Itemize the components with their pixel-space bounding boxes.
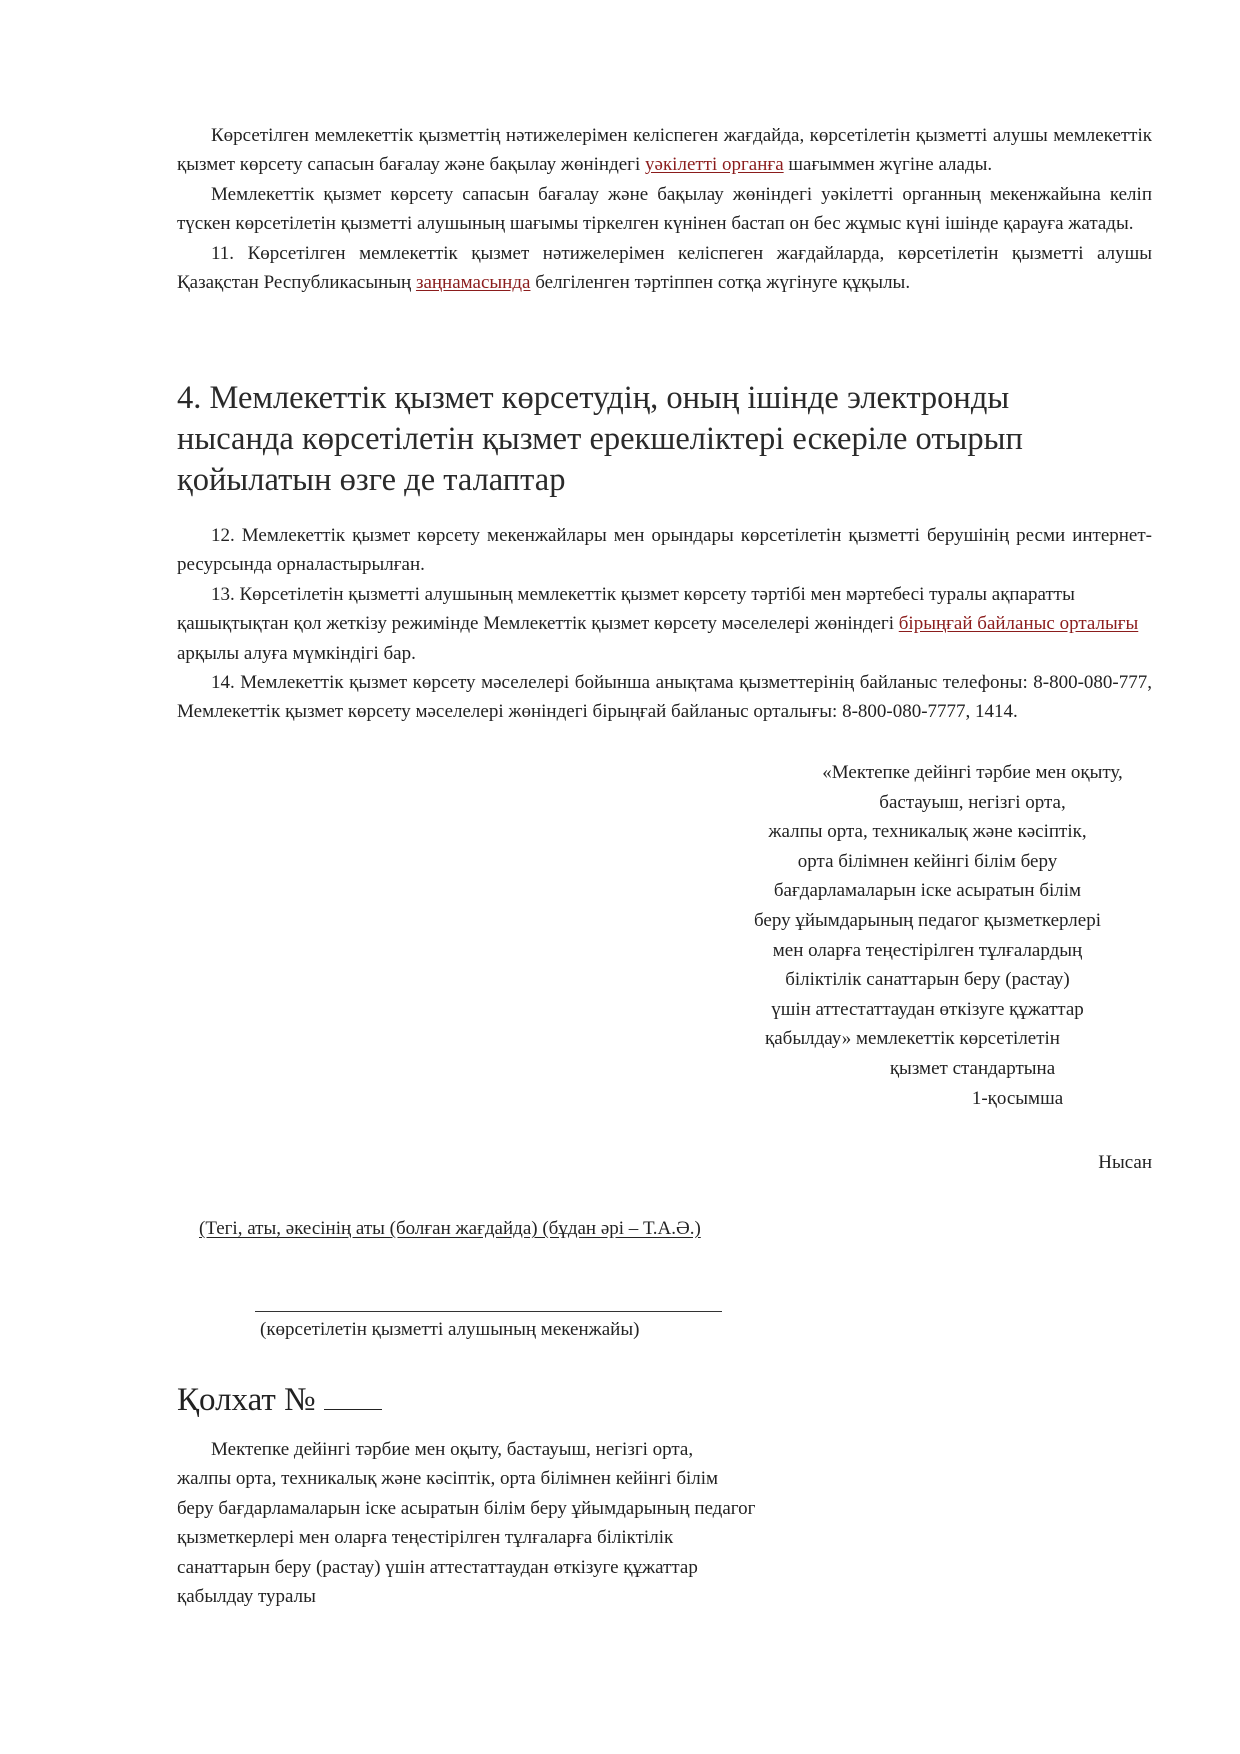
requirements-section <box>177 521 1152 727</box>
attachment-line: бағдарламаларын іске асыратын білім <box>773 880 1082 902</box>
attachment-appendix-number: 1-қосымша <box>971 1087 1064 1109</box>
form-label: Нысан <box>1098 1152 1152 1173</box>
receipt-body-line: қызметкерлері мен оларға теңестірілген тұлғаларға біліктілік <box>177 1527 674 1549</box>
attachment-line: жалпы орта, техникалық және кәсіптік, <box>768 821 1087 843</box>
receipt-body-line: санаттарын беру (растау) үшін аттестаттаудан өткізуге құжаттар <box>177 1556 698 1578</box>
receipt-title: Қолхат № <box>177 1379 382 1421</box>
attachment-line: орта білімнен кейінгі білім беру <box>797 850 1058 872</box>
full-name-caption: (Тегі, аты, әкесінің аты (болған жағдайда) (бұдан әрі – Т.А.Ә.) <box>199 1218 701 1239</box>
attachment-line: қызмет стандартына <box>889 1057 1056 1079</box>
receipt-body-line: беру бағдарламаларын іске асыратын білім беру ұйымдарының педагог <box>177 1497 756 1519</box>
paragraph-13: 13. Көрсетілетін қызметті алушының мемлекеттік қызмет көрсету тәртібі мен мәртебесі туралы ақпаратты қашықтықтан қол жеткізу режимінде Мемлекеттік қызмет көрсету мәселелері жөніндегі бірыңғай байланыс орталығы арқылы алуға мүмкіндігі бар. <box>177 583 1139 664</box>
section-4-heading: 4. Мемлекеттік қызмет көрсетудің, оның ішінде электронды нысанда көрсетілетін қызмет ерекшеліктері ескеріле отырып қойылатын өзге де талаптар <box>177 380 1023 498</box>
paragraph-14: 14. Мемлекеттік қызмет көрсету мәселелері бойынша анықтама қызметтерінің байланыс телефоны: 8-800-080-777, Мемлекеттік қызмет көрсету мәселелері жөніндегі бірыңғай байланыс орталығы: 8-800-080-7777, 1414. <box>177 672 1152 723</box>
legislation-link[interactable]: заңнамасында <box>415 272 531 294</box>
paragraph-complaint-authority: Көрсетілген мемлекеттік қызметтің нәтижелерімен келіспеген жағдайда, көрсетілетін қызметті алушы мемлекеттік қызмет көрсету сапасын бағалау және бақылау жөніндегі уәкілетті органға шағыммен жүгіне алады. <box>177 125 1152 176</box>
contact-center-link[interactable]: бірыңғай байланыс орталығы <box>898 613 1139 635</box>
complaint-section <box>177 121 1152 297</box>
attachment-line: біліктілік санаттарын беру (растау) <box>785 969 1070 991</box>
paragraph-complaint-review: Мемлекеттік қызмет көрсету сапасын бағалау және бақылау жөніндегі уәкілетті органның мекенжайына келіп түскен көрсетілетін қызметті алушының шағымы тіркелген күнінен бастап он бес жұмыс күні ішінде қарауға жатады. <box>177 183 1152 235</box>
receipt-body-line: Мектепке дейінгі тәрбие мен оқыту, бастауыш, негізгі орта, <box>211 1439 694 1460</box>
attachment-line: беру ұйымдарының педагог қызметкерлері <box>754 909 1101 931</box>
address-blank-line <box>255 1311 722 1312</box>
receipt-number-blank <box>324 1379 382 1410</box>
attachment-line: үшін аттестаттаудан өткізуге құжаттар <box>771 998 1084 1020</box>
attachment-header <box>700 758 1155 1113</box>
receipt-body-line: қабылдау туралы <box>177 1586 316 1608</box>
attachment-line: бастауыш, негізгі орта, <box>879 791 1066 813</box>
receipt-body-line: жалпы орта, техникалық және кәсіптік, орта білімнен кейінгі білім <box>177 1468 719 1490</box>
attachment-line: мен оларға теңестірілген тұлғалардың <box>772 939 1083 961</box>
attachment-line: «Мектепке дейінгі тәрбие мен оқыту, <box>822 762 1123 783</box>
address-caption: (көрсетілетін қызметті алушының мекенжайы) <box>260 1319 640 1340</box>
attachment-line: қабылдау» мемлекеттік көрсетілетін <box>765 1028 1060 1050</box>
authorized-body-link[interactable]: уәкілетті органға <box>645 154 784 176</box>
receipt-body <box>177 1435 857 1611</box>
paragraph-12: 12. Мемлекеттік қызмет көрсету мекенжайлары мен орындары көрсетілетін қызметті берушінің ресми интернет-ресурсында орналастырылған. <box>177 525 1152 576</box>
paragraph-11: 11. Көрсетілген мемлекеттік қызмет нәтижелерімен келіспеген жағдайларда, көрсетілетін қызметті алушы Қазақстан Республикасының заңнамасында белгіленген тәртіппен сотқа жүгінуге құқылы. <box>177 242 1152 294</box>
